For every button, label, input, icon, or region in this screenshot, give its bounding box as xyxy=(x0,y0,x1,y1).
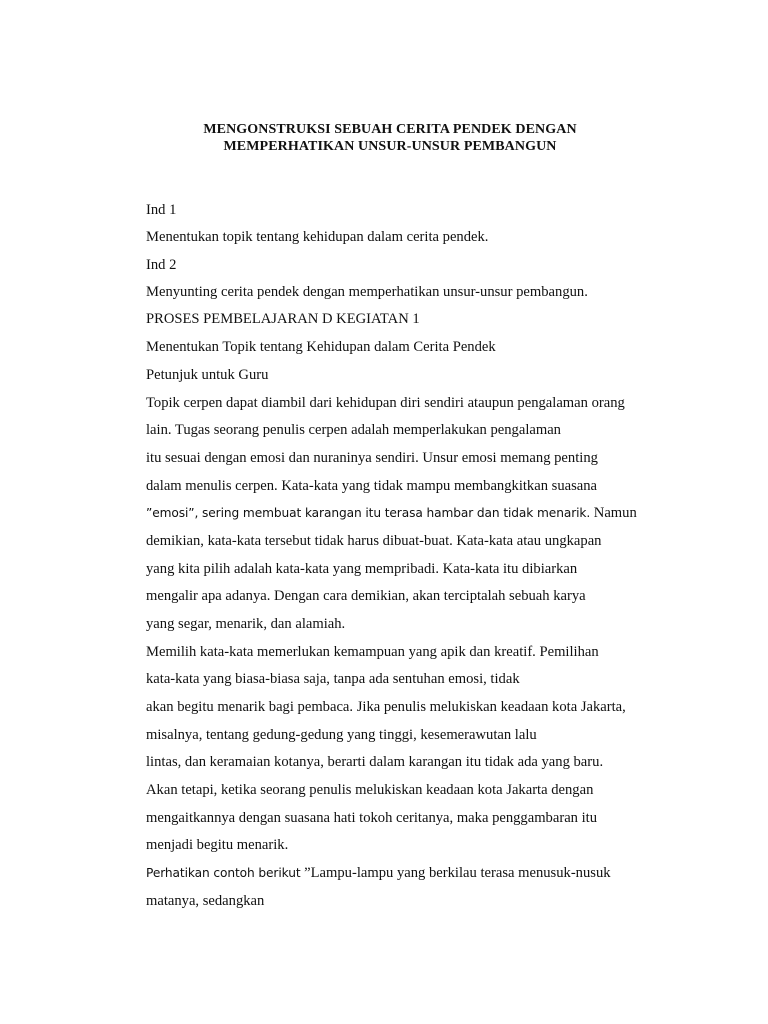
document-title-line-2: MEMPERHATIKAN UNSUR-UNSUR PEMBANGUN xyxy=(223,139,557,154)
paragraph-line: matanya, sedangkan xyxy=(146,893,265,909)
indicator-2-text: Menyunting cerita pendek dengan memperhatikan unsur-unsur pembangun. xyxy=(146,284,588,300)
paragraph-line-part: Namun xyxy=(590,505,637,521)
paragraph-line: Memilih kata-kata memerlukan kemampuan yang apik dan kreatif. Pemilihan xyxy=(146,644,599,660)
paragraph-line: menjadi begitu menarik. xyxy=(146,837,289,853)
teacher-guide-heading: Petunjuk untuk Guru xyxy=(146,367,269,383)
document-title-line-1: MENGONSTRUKSI SEBUAH CERITA PENDEK DENGAN xyxy=(203,122,577,137)
paragraph-line: itu sesuai dengan emosi dan nuraninya sendiri. Unsur emosi memang penting xyxy=(146,450,598,466)
paragraph-line: Topik cerpen dapat diambil dari kehidupan diri sendiri ataupun pengalaman orang xyxy=(146,395,625,411)
paragraph-line-part: ”Lampu-lampu yang berkilau terasa menusuk-nusuk xyxy=(300,865,611,881)
paragraph-line xyxy=(146,864,611,882)
paragraph-line: kata-kata yang biasa-biasa saja, tanpa ada sentuhan emosi, tidak xyxy=(146,671,520,687)
paragraph-line: yang kita pilih adalah kata-kata yang mempribadi. Kata-kata itu dibiarkan xyxy=(146,561,578,577)
indicator-1-text: Menentukan topik tentang kehidupan dalam cerita pendek. xyxy=(146,229,489,245)
indicator-2-label: Ind 2 xyxy=(146,257,177,273)
paragraph-line: akan begitu menarik bagi pembaca. Jika penulis melukiskan keadaan kota Jakarta, xyxy=(146,699,626,715)
paragraph-line-part: ”emosi”, sering membuat karangan itu terasa hambar dan tidak menarik. xyxy=(146,506,591,520)
paragraph-line: Akan tetapi, ketika seorang penulis melukiskan keadaan kota Jakarta dengan xyxy=(146,782,594,798)
paragraph-line: demikian, kata-kata tersebut tidak harus dibuat-buat. Kata-kata atau ungkapan xyxy=(146,533,602,549)
paragraph-line: lintas, dan keramaian kotanya, berarti dalam karangan itu tidak ada yang baru. xyxy=(146,754,604,770)
paragraph-line: dalam menulis cerpen. Kata-kata yang tidak mampu membangkitkan suasana xyxy=(146,478,598,494)
paragraph-line: misalnya, tentang gedung-gedung yang tinggi, kesemerawutan lalu xyxy=(146,727,537,743)
paragraph-line-part: Perhatikan contoh berikut xyxy=(146,866,301,880)
paragraph-line: mengalir apa adanya. Dengan cara demikian, akan terciptalah sebuah karya xyxy=(146,588,586,604)
indicator-1-label: Ind 1 xyxy=(146,202,177,218)
paragraph-line: mengaitkannya dengan suasana hati tokoh ceritanya, maka penggambaran itu xyxy=(146,810,598,826)
section-heading: PROSES PEMBELAJARAN D KEGIATAN 1 xyxy=(146,311,420,327)
paragraph-line xyxy=(146,504,637,522)
paragraph-line: lain. Tugas seorang penulis cerpen adalah memperlakukan pengalaman xyxy=(146,422,561,438)
paragraph-line: yang segar, menarik, dan alamiah. xyxy=(146,616,346,632)
subsection-heading: Menentukan Topik tentang Kehidupan dalam Cerita Pendek xyxy=(146,339,496,355)
